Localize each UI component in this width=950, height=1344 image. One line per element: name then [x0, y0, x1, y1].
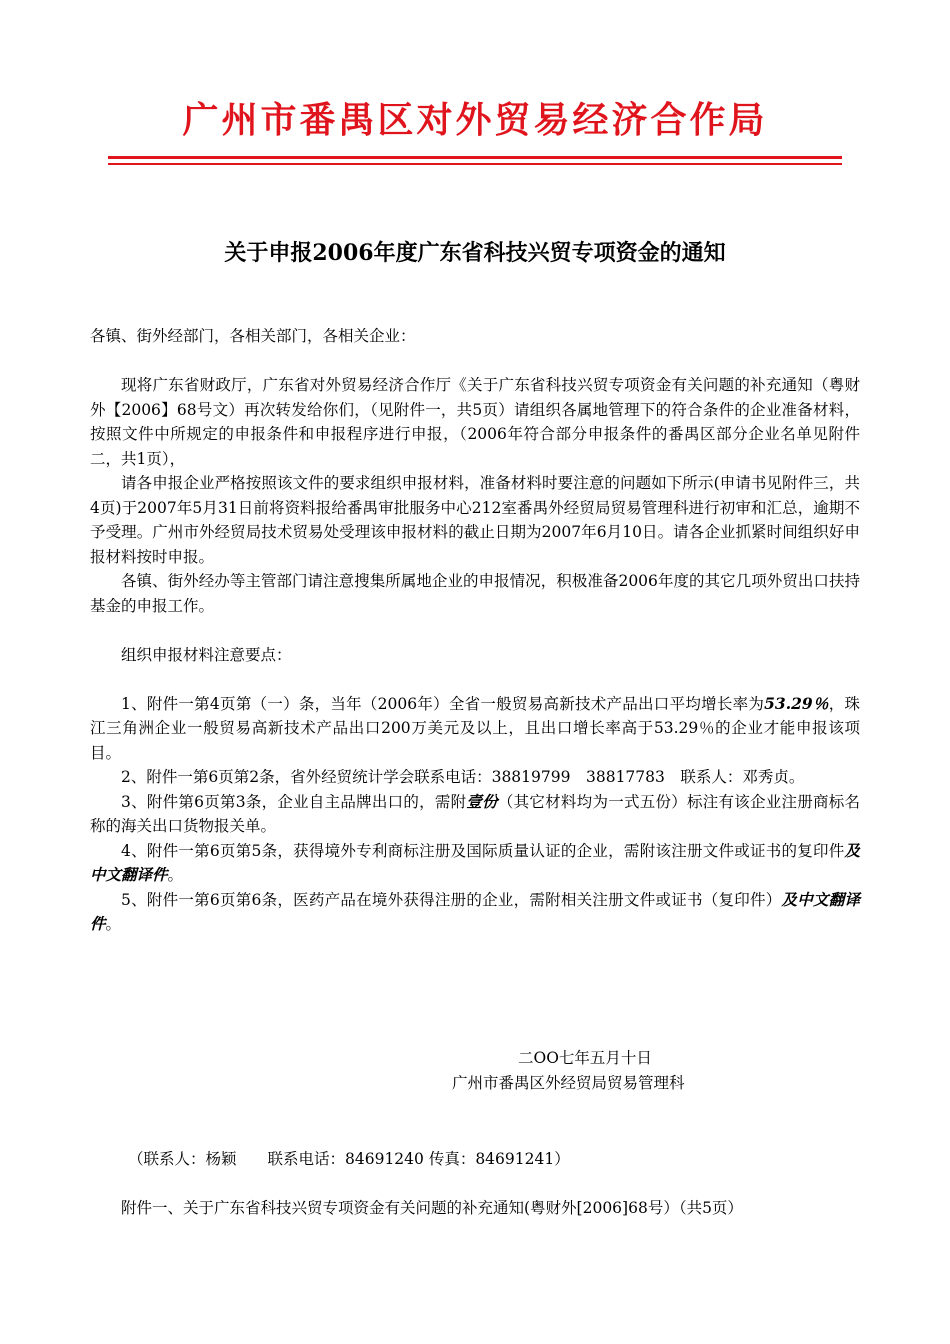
- attachment-list: [90, 1196, 860, 1221]
- salutation: 各镇、街外经部门，各相关部门，各相关企业：: [90, 327, 416, 345]
- point-item-3: 3、附件第6页第3条，企业自主品牌出口的，需附壹份（其它材料均为一式五份）标注有该企业注册商标名称的海关出口货物报关单。: [90, 791, 860, 835]
- translation-emphasis: 及中文翻译件: [90, 840, 860, 884]
- signature-date: 二OO七年五月十日: [518, 1049, 652, 1067]
- point-item-4: 4、附件一第6页第5条，获得境外专利商标注册及国际质量认证的企业，需附该注册文件或证书的复印件及中文翻译件。: [90, 840, 860, 884]
- point-item-2: 2、附件一第6页第2条，省外经贸统计学会联系电话：38819799 38817783 联系人：邓秀贞。: [121, 768, 805, 786]
- attachment-1: 附件一、关于广东省科技兴贸专项资金有关问题的补充通知(粤财外[2006]68号）（共5页）: [121, 1199, 743, 1217]
- letterhead-rule-thin: [108, 163, 842, 165]
- paragraph-2: 请各申报企业严格按照该文件的要求组织申报材料，准备材料时要注意的问题如下所示(申请书见附件三，共4页)于2007年5月31日前将资料报给番禺审批服务中心212室番禺外经贸局贸易管理科进行初审和汇总，逾期不予受理。广州市外经贸局技术贸易处受理该申报材料的截止日期为2007年6月10日。请各企业抓紧时间组织好申报材料按时申报。: [90, 474, 860, 566]
- notice-title: 关于申报2006年度广东省科技兴贸专项资金的通知: [224, 240, 726, 266]
- signature-issuer: 广州市番禺区外经贸局贸易管理科: [452, 1074, 685, 1092]
- paragraph-3: 各镇、街外经办等主管部门请注意搜集所属地企业的申报情况，积极准备2006年度的其它几项外贸出口扶持基金的申报工作。: [90, 572, 860, 615]
- letterhead-rule-thick: [108, 156, 842, 159]
- points-heading: 组织申报材料注意要点：: [121, 645, 292, 664]
- contact-line: （联系人：杨颖 联系电话：84691240 传真：84691241）: [128, 1150, 570, 1168]
- growth-rate-emphasis: 53.29％: [764, 693, 829, 713]
- notice-body: [90, 324, 860, 937]
- point-item-1: 1、附件一第4页第（一）条，当年（2006年）全省一般贸易高新技术产品出口平均增长率为53.29％，珠江三角洲企业一般贸易高新技术产品出口200万美元及以上，且出口增长率高于53.29％的企业才能申报该项目。: [90, 693, 860, 762]
- letterhead-title: 广州市番禺区对外贸易经济合作局: [182, 99, 768, 141]
- copy-count-emphasis: 壹份: [466, 791, 498, 811]
- point-item-5: 5、附件一第6页第6条，医药产品在境外获得注册的企业，需附相关注册文件或证书（复印件）及中文翻译件。: [90, 889, 860, 933]
- translation-emphasis: 及中文翻译件: [90, 889, 860, 933]
- paragraph-1: 现将广东省财政厅，广东省对外贸易经济合作厅《关于广东省科技兴贸专项资金有关问题的补充通知（粤财外【2006】68号文）再次转发给你们，（见附件一，共5页）请组织各属地管理下的符合条件的企业准备材料，按照文件中所规定的申报条件和申报程序进行申报，（2006年符合部分申报条件的番禺区部分企业名单见附件二，共1页），: [90, 376, 860, 468]
